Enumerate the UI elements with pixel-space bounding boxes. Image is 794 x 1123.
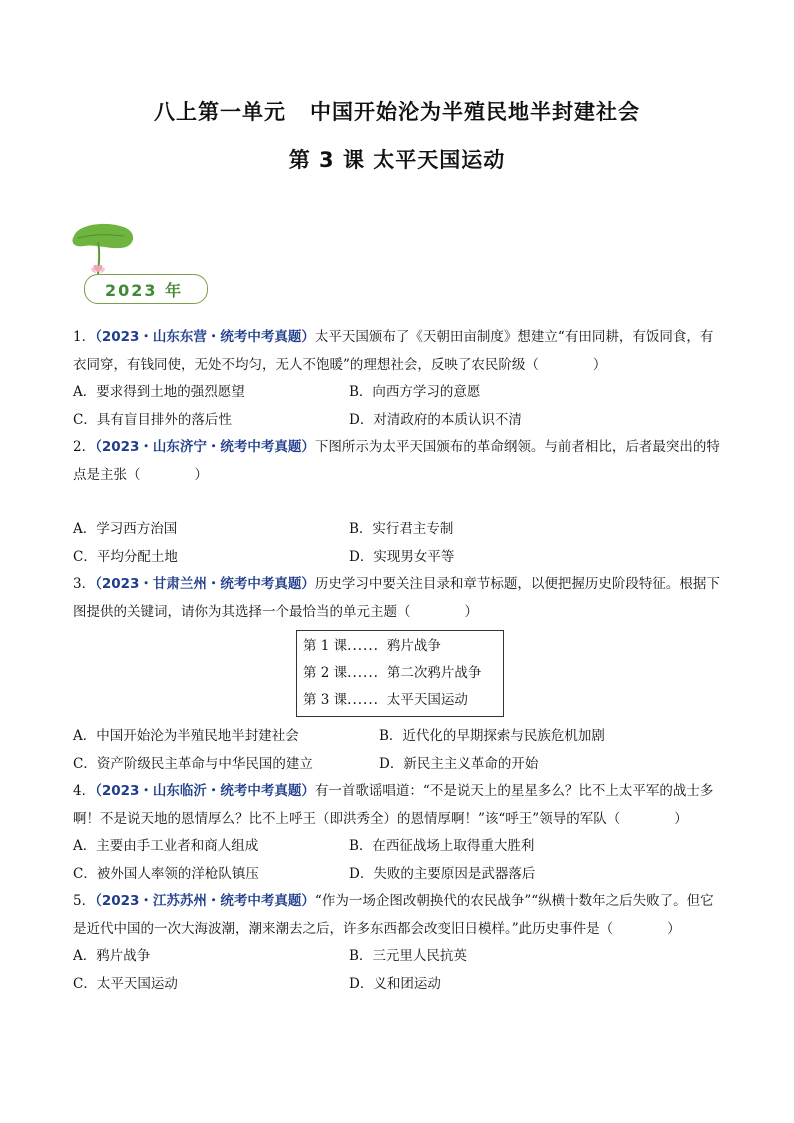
option-d[interactable]: D．失败的主要原因是武器落后 xyxy=(349,865,536,882)
option-b[interactable]: B．实行君主专制 xyxy=(349,521,454,537)
question-stem: 2．（2023・山东济宁・统考中考真题）下图所示为太平天国颁布的革命纲领。与前者相比，后者最突出的特点是主张（ ） xyxy=(73,439,720,483)
question-stem: 3．（2023・甘肃兰州・统考中考真题）历史学习中要关注目录和章节标题，以便把握历史阶段特征。根据下图提供的关键词，请你为其选择一个最恰当的单元主题（ ） xyxy=(73,576,720,620)
option-c[interactable]: C．资产阶级民主革命与中华民国的建立 xyxy=(73,755,313,772)
unit-title xyxy=(0,96,794,126)
option-c[interactable]: C．太平天国运动 xyxy=(73,975,178,992)
year-badge xyxy=(68,222,213,312)
option-a[interactable]: A．鸦片战争 xyxy=(73,948,151,964)
option-a[interactable]: A．要求得到土地的强烈愿望 xyxy=(73,384,245,400)
options xyxy=(73,723,725,778)
year-pill xyxy=(84,274,208,304)
question-3 xyxy=(73,571,725,778)
lesson-row: 第 2 课...... 第二次鸦片战争 xyxy=(303,665,482,681)
options xyxy=(73,516,725,571)
question-source: （2023・山东济宁・统考中考真题） xyxy=(95,439,315,455)
question-source: （2023・山东临沂・统考中考真题） xyxy=(95,783,315,799)
year-label: 2023 年 xyxy=(105,281,184,300)
lesson-list-box xyxy=(296,630,504,717)
question-stem: 4．（2023・山东临沂・统考中考真题）有一首歌谣唱道：“不是说天上的星星多么？比不上太平军的战士多啊！不是说天地的恩情厚么？比不上呼王（即洪秀全）的恩情厚啊！”该“呼王”领导的军队（ ） xyxy=(73,783,714,827)
question-4 xyxy=(73,778,725,888)
unit-title-right: 中国开始沦为半殖民地半封建社会 xyxy=(310,100,640,124)
option-b[interactable]: B．三元里人民抗英 xyxy=(349,948,467,964)
options xyxy=(73,943,725,998)
lesson-title: 第 3 课 太平天国运动 xyxy=(288,148,506,172)
option-d[interactable]: D．对清政府的本质认识不清 xyxy=(349,411,522,428)
question-5 xyxy=(73,888,725,998)
lesson-row: 第 3 课...... 太平天国运动 xyxy=(303,692,468,708)
question-2 xyxy=(73,434,725,571)
lesson-row: 第 1 课...... 鸦片战争 xyxy=(303,638,441,654)
question-source: （2023・甘肃兰州・统考中考真题） xyxy=(95,576,315,592)
option-a[interactable]: A．学习西方治国 xyxy=(73,521,178,537)
option-a[interactable]: A．中国开始沦为半殖民地半封建社会 xyxy=(73,728,299,744)
option-d[interactable]: D．义和团运动 xyxy=(349,975,441,992)
option-a[interactable]: A．主要由手工业者和商人组成 xyxy=(73,838,259,854)
option-b[interactable]: B．近代化的早期探索与民族危机加剧 xyxy=(379,728,605,744)
options xyxy=(73,833,725,888)
question-1 xyxy=(73,324,725,434)
question-stem: 1．（2023・山东东营・统考中考真题）太平天国颁布了《天朝田亩制度》想建立“有田同耕，有饭同食，有衣同穿，有钱同使，无处不均匀，无人不饱暖”的理想社会，反映了农民阶级（ ） xyxy=(73,329,714,373)
question-source: （2023・山东东营・统考中考真题） xyxy=(95,329,315,345)
question-list xyxy=(73,324,725,998)
question-stem: 5．（2023・江苏苏州・统考中考真题）“作为一场企图改朝换代的农民战争”“纵横十数年之后失败了。但它是近代中国的一次大海波潮，潮来潮去之后，许多东西都会改变旧日模样。”此历史事件是（ ） xyxy=(73,893,714,937)
unit-title-left: 八上第一单元 xyxy=(154,100,286,124)
option-c[interactable]: C．平均分配土地 xyxy=(73,548,178,565)
option-b[interactable]: B．向西方学习的意愿 xyxy=(349,384,481,400)
option-c[interactable]: C．被外国人率领的洋枪队镇压 xyxy=(73,865,259,882)
option-d[interactable]: D．新民主主义革命的开始 xyxy=(379,755,539,772)
option-d[interactable]: D．实现男女平等 xyxy=(349,548,455,565)
option-c[interactable]: C．具有盲目排外的落后性 xyxy=(73,411,232,428)
options xyxy=(73,379,725,434)
option-b[interactable]: B．在西征战场上取得重大胜利 xyxy=(349,838,535,854)
image-placeholder xyxy=(73,489,725,516)
question-source: （2023・江苏苏州・统考中考真题） xyxy=(95,893,315,909)
